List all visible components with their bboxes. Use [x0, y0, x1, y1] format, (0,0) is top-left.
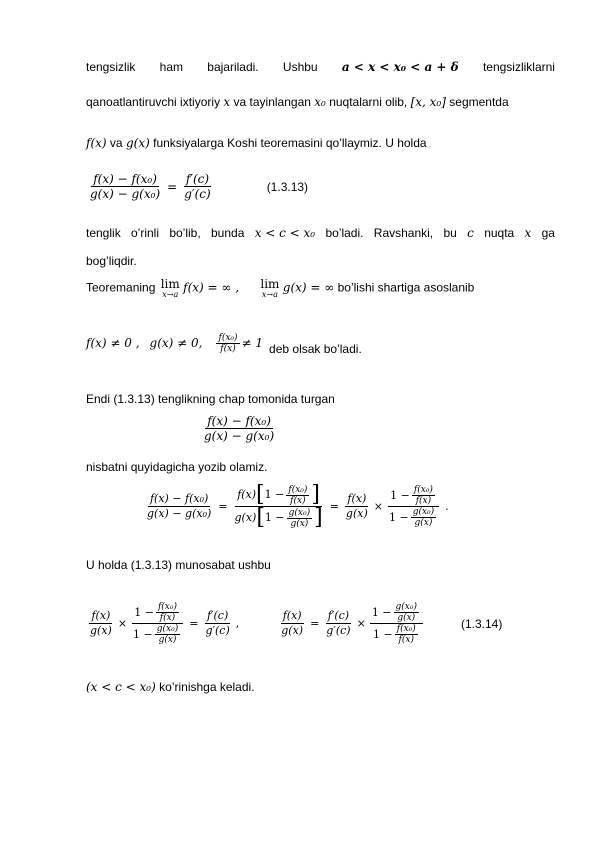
fraction-ratio: $\frac{\text{f(x) − f(x₀)}}{\text{g(x) − g(x₀)}}$	[204, 414, 275, 443]
inequality-formula: (x < c < x₀)	[86, 680, 156, 694]
paragraph-line-3	[86, 136, 555, 151]
equation-ratio	[200, 414, 278, 443]
text: segmentda	[449, 95, 509, 109]
text: nuqtalarni olib,	[329, 95, 408, 109]
math-g: g(x)	[125, 136, 150, 150]
fraction-lhs: $\frac{\text{f(x) − f(x₀)}}{\text{g(x) − g(x₀)}}$	[90, 172, 161, 201]
text: funksiyalarga Koshi teoremasini qo’llaymiz. U holda	[153, 136, 427, 150]
paragraph-line-6: Teoremaning lim x→a f(x) = ∞ , lim x→a g(x) = ∞ bo’lishi shartiga asoslanib	[86, 277, 475, 299]
paragraph-line-7: f(x) ≠ 0 , g(x) ≠ 0, $\frac{\text{f(x₀)}}{f(x)}$ ≠ 1 deb olsak bo’ladi.	[86, 333, 362, 356]
math-interval: [x, x₀]	[410, 95, 446, 109]
word: tengsizlik	[86, 60, 136, 74]
inequality-formula: x < c < x₀	[254, 226, 316, 240]
equation-transform: $\frac{\text{f(x) − f(x₀)}}{\text{g(x) − g(x₀)}}$ = f(x) [ 1 − $\frac{\text{f(x₀)}}{f(x)}$ ] g(x) [ 1 − $\frac{\text{g(x₀)}}{g(x)}$ ] = $\frac{f(x)}{g(x)}$ × 1 − $\frac{\text{f(x₀)}}{f(x)}$ 1 − $\frac{\text{g(x₀)}}{g(x)}$ .	[147, 482, 449, 530]
paragraph-line-1	[86, 60, 555, 75]
paragraph-line-5: bog’liqdir.	[86, 254, 137, 268]
word: ham	[159, 60, 183, 74]
fraction-condition: $\frac{\text{f(x₀)}}{f(x)}$	[218, 333, 238, 354]
text: va tayinlangan	[233, 95, 311, 109]
equation-1-3-14: $\frac{f(x)}{g(x)}$ × 1 − $\frac{\text{f(x₀)}}{f(x)}$ 1 − $\frac{\text{g(x₀)}}{g(x)}$ = $\frac{f'(c)}{g'(c)}$ , $\frac{f(x)}{g(x)}$ = $\frac{f'(c)}{g'(c)}$ × 1 − $\frac{\text{g(x₀)}}{g(x)}$ 1 − $\frac{\text{f(x₀)}}{f(x)}$ (1.3.14)	[90, 602, 503, 645]
math-x0: x₀	[314, 95, 326, 109]
paragraph-line-10: U holda (1.3.13) munosabat ushbu	[86, 558, 271, 572]
text: qanoatlantiruvchi ixtiyoriy	[86, 95, 221, 109]
text: va	[109, 136, 123, 150]
paragraph-line-4: tenglik o’rinli bo’lib, bunda x < c < x₀ bo’ladi. Ravshanki, bu c nuqta x ga	[86, 226, 555, 240]
paragraph-line-9: nisbatni quyidagicha yozib olamiz.	[86, 460, 268, 474]
equation-number: (1.3.13)	[266, 179, 309, 194]
inequality-formula: a < x < x₀ < a + δ	[341, 60, 459, 74]
math-x: x	[524, 226, 532, 240]
fraction-rhs: $\frac{f'(c)}{g'(c)}$	[184, 172, 211, 201]
fraction-factored: f(x) [ 1 − $\frac{\text{f(x₀)}}{f(x)}$ ] g(x) [ 1 − $\frac{\text{g(x₀)}}{g(x)}$ ]	[234, 482, 323, 530]
math-f: f(x)	[86, 136, 107, 150]
limit-2: lim x→a	[260, 277, 280, 299]
word: bajariladi.	[207, 60, 259, 74]
limit-1: lim x→a	[160, 277, 180, 299]
paragraph-line-11: (x < c < x₀) ko’rinishga keladi.	[86, 680, 255, 694]
math-c: c	[467, 226, 474, 240]
equation-number: (1.3.14)	[461, 616, 503, 631]
word: Ushbu	[282, 60, 318, 74]
word: tengsizliklarni	[482, 60, 555, 74]
paragraph-line-2	[86, 95, 555, 110]
equation-1-3-13: $\frac{\text{f(x) − f(x₀)}}{\text{g(x) − g(x₀)}}$ = $\frac{f'(c)}{g'(c)}$ (1.3.13)	[90, 172, 309, 201]
math-x: x	[223, 95, 231, 109]
paragraph-line-8: Endi (1.3.13) tenglikning chap tomonida turgan	[86, 392, 335, 406]
